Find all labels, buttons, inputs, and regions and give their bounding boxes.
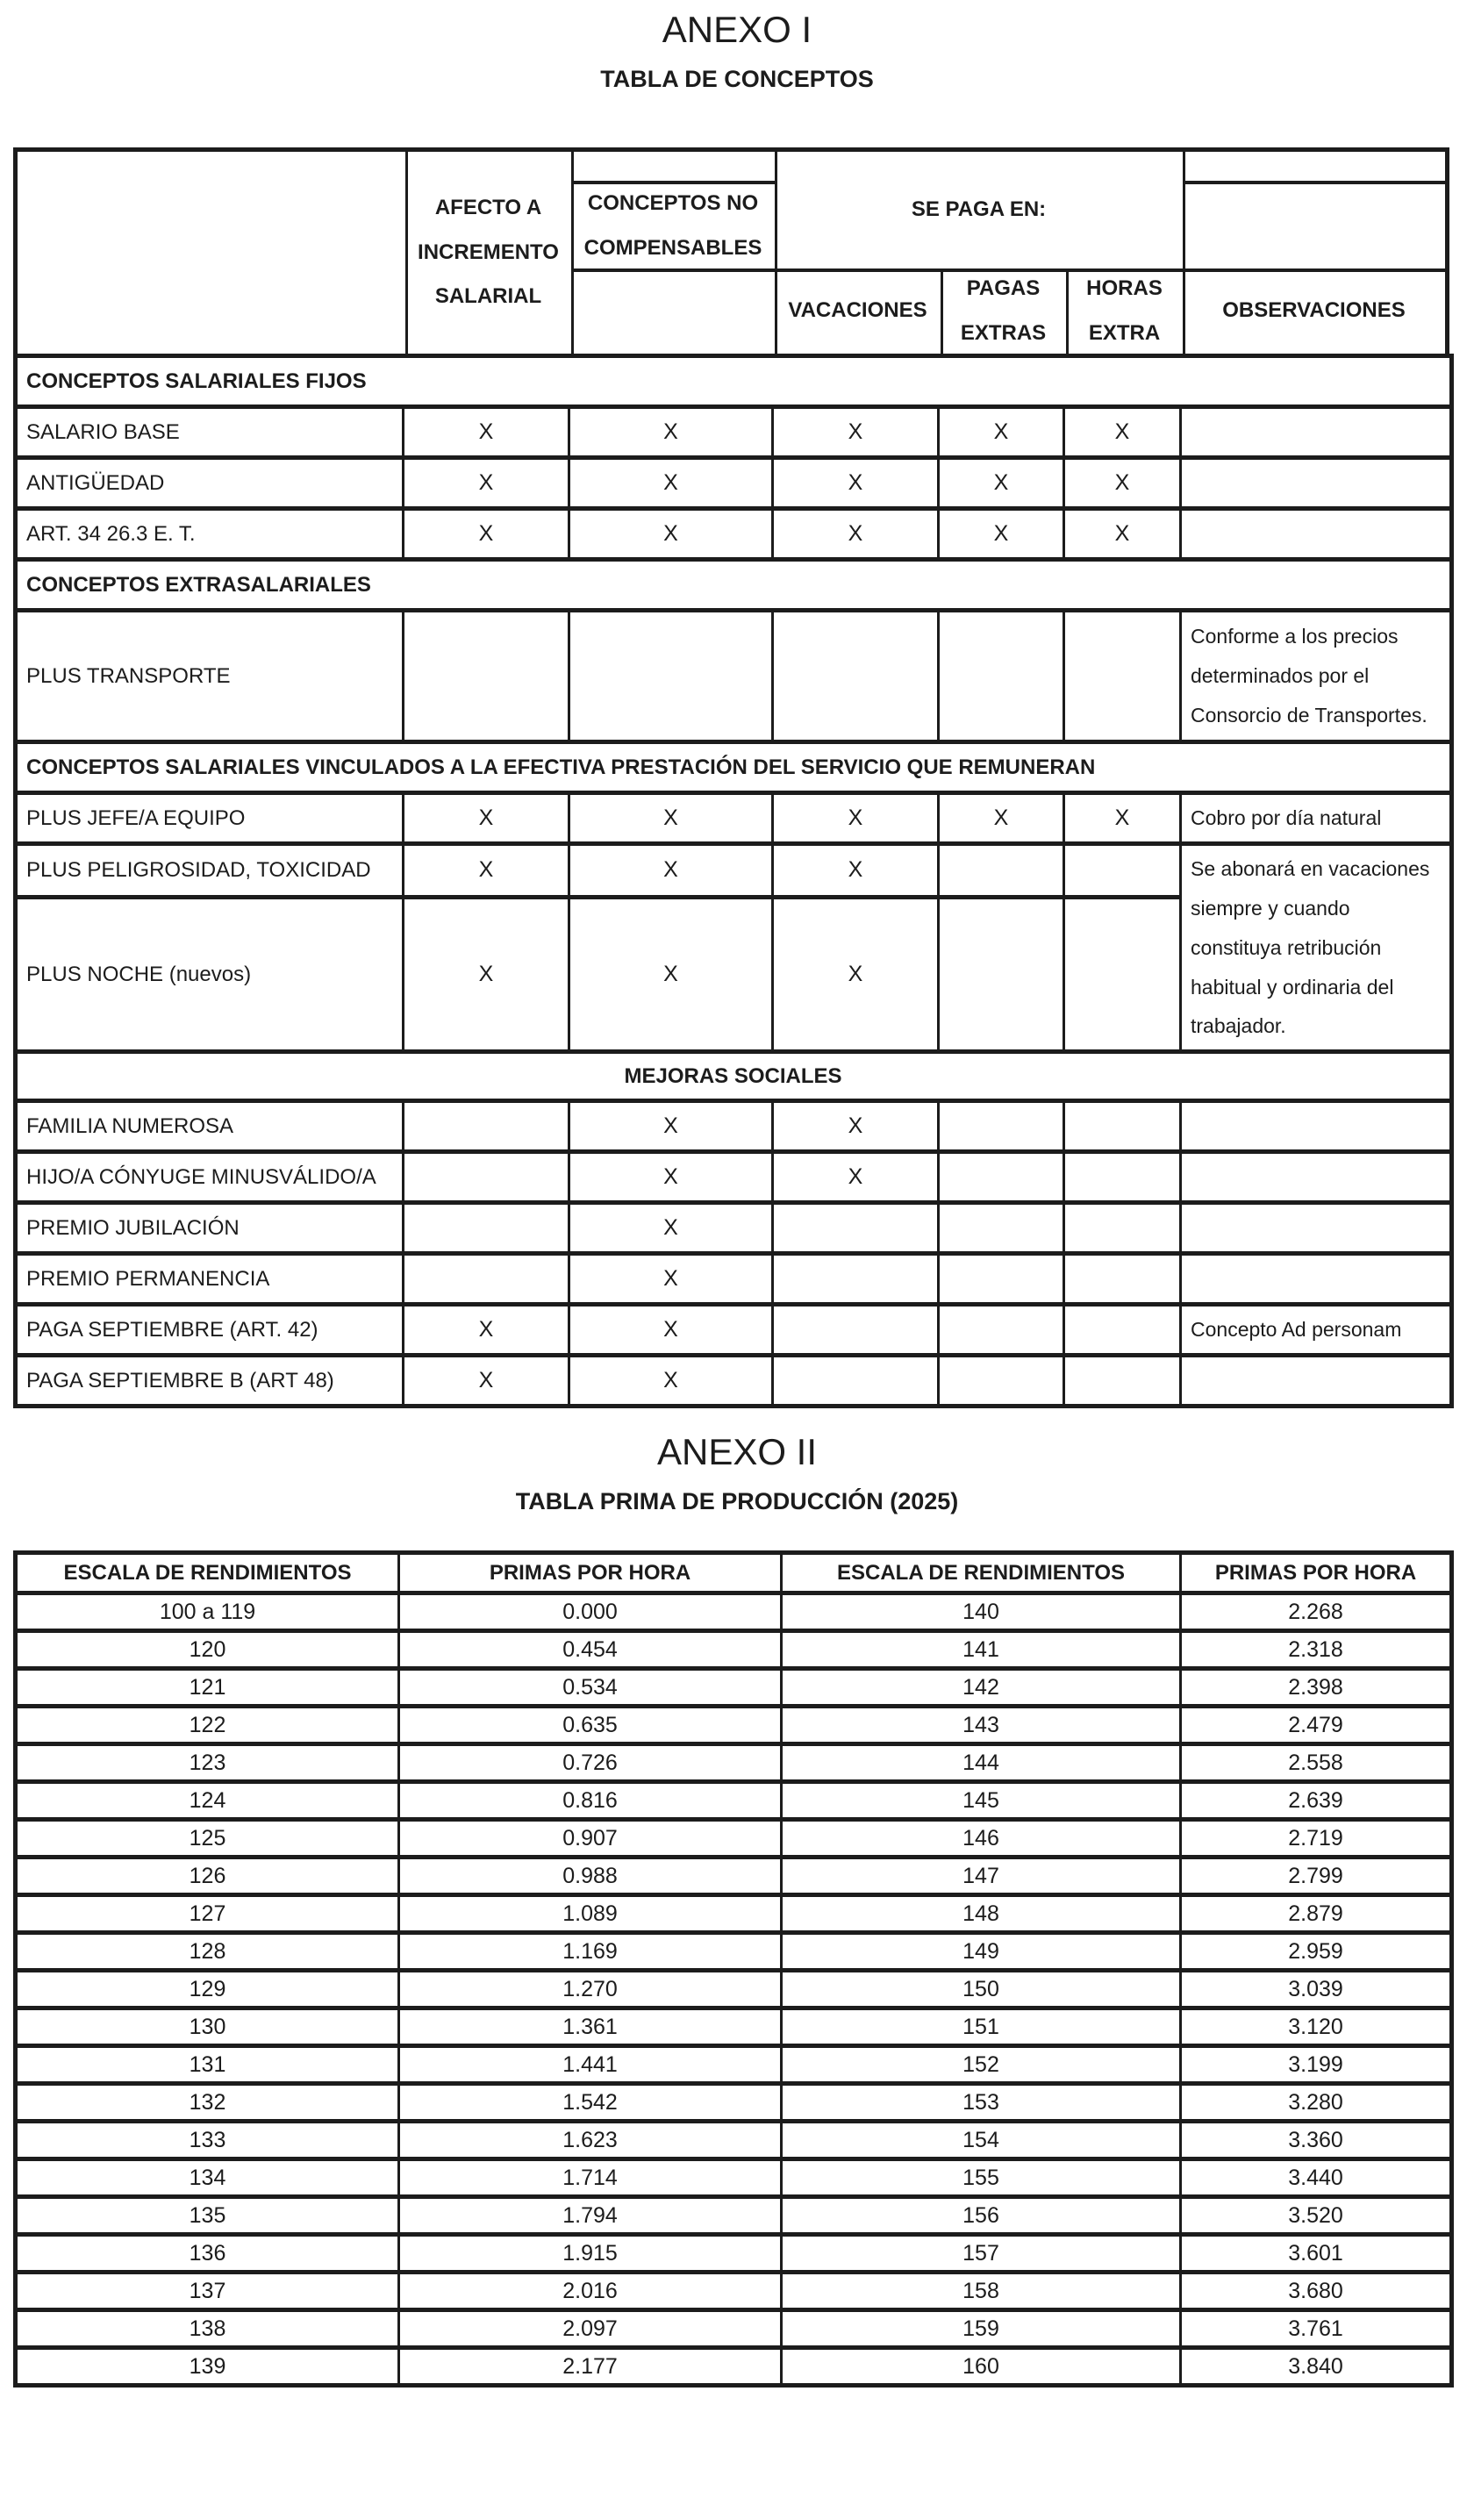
prima-row [16, 2197, 1452, 2235]
mark-pagas-extras: X [939, 509, 1064, 560]
concept-label: PREMIO PERMANENCIA [16, 1254, 404, 1305]
concept-label: PLUS NOCHE (nuevos) [16, 897, 404, 1051]
mark-pagas-extras [939, 1152, 1064, 1203]
section-label: CONCEPTOS SALARIALES FIJOS [16, 356, 1452, 407]
prima-value: 0.534 [399, 1669, 782, 1707]
prima-value: 2.719 [1181, 1820, 1452, 1858]
section-row [16, 1052, 1452, 1101]
observation-cell: Cobro por día natural [1181, 793, 1452, 844]
escala-value: 131 [16, 2046, 399, 2084]
concept-label: PLUS TRANSPORTE [16, 611, 404, 742]
prima-value: 2.639 [1181, 1782, 1452, 1820]
anexo1-subtitle: TABLA DE CONCEPTOS [600, 66, 874, 92]
mark-no-compensables: X [569, 407, 773, 458]
observation-cell [1181, 1203, 1452, 1254]
mark-vacaciones: X [773, 897, 939, 1051]
prima-value: 2.097 [399, 2310, 782, 2348]
escala-value: 141 [782, 1631, 1181, 1669]
section-row [16, 742, 1452, 793]
mark-pagas-extras [939, 1101, 1064, 1152]
escala-value: 150 [782, 1971, 1181, 2008]
mark-no-compensables: X [569, 458, 773, 509]
prima-value: 1.441 [399, 2046, 782, 2084]
mark-afecto-incremento [404, 1152, 569, 1203]
prima-value: 3.840 [1181, 2348, 1452, 2386]
mark-horas-extra [1064, 1305, 1181, 1356]
mark-pagas-extras [939, 1356, 1064, 1407]
escala-value: 130 [16, 2008, 399, 2046]
escala-value: 132 [16, 2084, 399, 2122]
observation-cell [1181, 1254, 1452, 1305]
prima-row [16, 1933, 1452, 1971]
escala-value: 152 [782, 2046, 1181, 2084]
escala-value: 126 [16, 1858, 399, 1895]
escala-value: 135 [16, 2197, 399, 2235]
escala-value: 148 [782, 1895, 1181, 1933]
escala-value: 127 [16, 1895, 399, 1933]
prima-row [16, 2008, 1452, 2046]
observation-cell [1181, 1152, 1452, 1203]
escala-value: 160 [782, 2348, 1181, 2386]
anexo2-title: ANEXO II [656, 1431, 818, 1473]
observation-cell: Se abonará en vacaciones siempre y cuando constituya retribución habitual y ordinaria del trabajador. [1181, 844, 1452, 1052]
mark-vacaciones: X [773, 793, 939, 844]
prima-value: 0.635 [399, 1707, 782, 1744]
prima-value: 0.816 [399, 1782, 782, 1820]
prima-value: 2.398 [1181, 1669, 1452, 1707]
prima-row [16, 1707, 1452, 1744]
prima-value: 2.558 [1181, 1744, 1452, 1782]
prima-row [16, 2159, 1452, 2197]
concept-label: HIJO/A CÓNYUGE MINUSVÁLIDO/A [16, 1152, 404, 1203]
escala-value: 149 [782, 1933, 1181, 1971]
prima-value: 1.915 [399, 2235, 782, 2273]
mark-vacaciones [773, 611, 939, 742]
concept-row [16, 1101, 1452, 1152]
mark-afecto-incremento: X [404, 897, 569, 1051]
escala-value: 125 [16, 1820, 399, 1858]
prima-row [16, 1744, 1452, 1782]
escala-value: 139 [16, 2348, 399, 2386]
concept-label: PAGA SEPTIEMBRE (ART. 42) [16, 1305, 404, 1356]
mark-pagas-extras [939, 1305, 1064, 1356]
prima-value: 1.361 [399, 2008, 782, 2046]
concept-label: ANTIGÜEDAD [16, 458, 404, 509]
escala-value: 122 [16, 1707, 399, 1744]
observation-cell [1181, 1101, 1452, 1152]
mark-horas-extra [1064, 1203, 1181, 1254]
escala-value: 100 a 119 [16, 1593, 399, 1631]
mark-horas-extra: X [1064, 458, 1181, 509]
escala-value: 134 [16, 2159, 399, 2197]
mark-no-compensables: X [569, 1305, 773, 1356]
observation-cell [1181, 1356, 1452, 1407]
escala-value: 157 [782, 2235, 1181, 2273]
escala-value: 136 [16, 2235, 399, 2273]
prima-row [16, 2122, 1452, 2159]
concept-label: FAMILIA NUMEROSA [16, 1101, 404, 1152]
col-header-observaciones: OBSERVACIONES [1222, 298, 1406, 323]
prima-value: 1.794 [399, 2197, 782, 2235]
prima-row [16, 1858, 1452, 1895]
prima-value: 2.879 [1181, 1895, 1452, 1933]
prima-value: 3.360 [1181, 2122, 1452, 2159]
col-header-escala-rendimientos-2: ESCALA DE RENDIMIENTOS [782, 1553, 1181, 1593]
prima-value: 0.454 [399, 1631, 782, 1669]
section-label: CONCEPTOS EXTRASALARIALES [16, 560, 1452, 611]
prima-value: 0.726 [399, 1744, 782, 1782]
mark-no-compensables: X [569, 1254, 773, 1305]
prima-row [16, 2273, 1452, 2310]
concept-row [16, 407, 1452, 458]
mark-vacaciones: X [773, 509, 939, 560]
escala-value: 147 [782, 1858, 1181, 1895]
mark-no-compensables: X [569, 1101, 773, 1152]
escala-value: 140 [782, 1593, 1181, 1631]
mark-vacaciones: X [773, 844, 939, 898]
prima-value: 2.016 [399, 2273, 782, 2310]
col-header-escala-rendimientos-1: ESCALA DE RENDIMIENTOS [16, 1553, 399, 1593]
escala-value: 121 [16, 1669, 399, 1707]
mark-vacaciones: X [773, 407, 939, 458]
mark-afecto-incremento: X [404, 1305, 569, 1356]
mark-no-compensables: X [569, 1356, 773, 1407]
prima-value: 3.601 [1181, 2235, 1452, 2273]
conceptos-table-body [16, 356, 1452, 1407]
mark-horas-extra [1064, 1101, 1181, 1152]
escala-value: 146 [782, 1820, 1181, 1858]
mark-afecto-incremento [404, 611, 569, 742]
col-header-primas-por-hora-1: PRIMAS POR HORA [399, 1553, 782, 1593]
prima-value: 3.440 [1181, 2159, 1452, 2197]
prima-value: 1.623 [399, 2122, 782, 2159]
prima-value: 0.000 [399, 1593, 782, 1631]
concept-row [16, 458, 1452, 509]
escala-value: 137 [16, 2273, 399, 2310]
prima-value: 0.907 [399, 1820, 782, 1858]
mark-pagas-extras: X [939, 458, 1064, 509]
mark-pagas-extras [939, 1254, 1064, 1305]
prima-value: 3.199 [1181, 2046, 1452, 2084]
observation-cell: Concepto Ad personam [1181, 1305, 1452, 1356]
observation-cell [1181, 458, 1452, 509]
concept-row [16, 1203, 1452, 1254]
prima-row [16, 2084, 1452, 2122]
section-row [16, 356, 1452, 407]
concept-row [16, 1356, 1452, 1407]
mark-vacaciones [773, 1356, 939, 1407]
prima-value: 2.177 [399, 2348, 782, 2386]
prima-row [16, 2235, 1452, 2273]
col-header-conceptos-no-compensables: CONCEPTOS NO COMPENSABLES [583, 191, 762, 260]
mark-vacaciones: X [773, 1152, 939, 1203]
prima-row [16, 1895, 1452, 1933]
mark-horas-extra [1064, 1356, 1181, 1407]
escala-value: 156 [782, 2197, 1181, 2235]
mark-pagas-extras [939, 844, 1064, 898]
mark-horas-extra: X [1064, 793, 1181, 844]
section-row [16, 560, 1452, 611]
prima-value: 3.120 [1181, 2008, 1452, 2046]
prima-value: 3.761 [1181, 2310, 1452, 2348]
prima-value: 3.280 [1181, 2084, 1452, 2122]
escala-value: 143 [782, 1707, 1181, 1744]
mark-pagas-extras [939, 1203, 1064, 1254]
mark-pagas-extras [939, 611, 1064, 742]
prima-row [16, 1593, 1452, 1631]
mark-horas-extra: X [1064, 509, 1181, 560]
col-header-afecto-incremento: AFECTO A INCREMENTO SALARIAL [418, 196, 559, 309]
prima-value: 3.039 [1181, 1971, 1452, 2008]
mark-afecto-incremento: X [404, 458, 569, 509]
prima-value: 1.089 [399, 1895, 782, 1933]
prima-value: 0.988 [399, 1858, 782, 1895]
concept-label: PREMIO JUBILACIÓN [16, 1203, 404, 1254]
escala-value: 124 [16, 1782, 399, 1820]
mark-horas-extra [1064, 1152, 1181, 1203]
concept-label: PLUS PELIGROSIDAD, TOXICIDAD [16, 844, 404, 898]
section-label: CONCEPTOS SALARIALES VINCULADOS A LA EFECTIVA PRESTACIÓN DEL SERVICIO QUE REMUNERAN [16, 742, 1452, 793]
prima-value: 2.318 [1181, 1631, 1452, 1669]
escala-value: 155 [782, 2159, 1181, 2197]
mark-no-compensables: X [569, 1203, 773, 1254]
mark-horas-extra: X [1064, 407, 1181, 458]
prima-value: 1.714 [399, 2159, 782, 2197]
prima-value: 1.270 [399, 1971, 782, 2008]
mark-no-compensables: X [569, 509, 773, 560]
prima-value: 2.959 [1181, 1933, 1452, 1971]
prima-row [16, 1782, 1452, 1820]
escala-value: 159 [782, 2310, 1181, 2348]
escala-value: 153 [782, 2084, 1181, 2122]
escala-value: 138 [16, 2310, 399, 2348]
escala-value: 158 [782, 2273, 1181, 2310]
escala-value: 120 [16, 1631, 399, 1669]
concept-row [16, 793, 1452, 844]
col-header-pagas-extras: PAGAS EXTRAS [960, 276, 1047, 345]
mark-horas-extra [1064, 611, 1181, 742]
mark-afecto-incremento: X [404, 844, 569, 898]
observation-cell [1181, 407, 1452, 458]
concept-row [16, 509, 1452, 560]
observation-cell [1181, 509, 1452, 560]
mark-horas-extra [1064, 844, 1181, 898]
mark-no-compensables: X [569, 844, 773, 898]
mark-vacaciones: X [773, 458, 939, 509]
mark-afecto-incremento: X [404, 407, 569, 458]
prima-row [16, 1669, 1452, 1707]
prima-value: 2.268 [1181, 1593, 1452, 1631]
prima-value: 3.520 [1181, 2197, 1452, 2235]
col-header-se-paga-en: SE PAGA EN: [911, 197, 1047, 222]
prima-row [16, 1971, 1452, 2008]
mark-afecto-incremento: X [404, 509, 569, 560]
mark-pagas-extras: X [939, 793, 1064, 844]
mark-no-compensables: X [569, 793, 773, 844]
mark-afecto-incremento [404, 1254, 569, 1305]
concept-row [16, 1254, 1452, 1305]
col-header-horas-extra: HORAS EXTRA [1086, 276, 1163, 345]
prima-value: 2.799 [1181, 1858, 1452, 1895]
mark-horas-extra [1064, 897, 1181, 1051]
escala-value: 145 [782, 1782, 1181, 1820]
tabla-prima-produccion [13, 1550, 1454, 2388]
mark-pagas-extras: X [939, 407, 1064, 458]
mark-afecto-incremento: X [404, 1356, 569, 1407]
mark-no-compensables: X [569, 897, 773, 1051]
observation-cell: Conforme a los precios determinados por el Consorcio de Transportes. [1181, 611, 1452, 742]
mark-pagas-extras [939, 897, 1064, 1051]
prima-row [16, 1631, 1452, 1669]
mark-vacaciones: X [773, 1101, 939, 1152]
concept-row [16, 1152, 1452, 1203]
prima-row [16, 1820, 1452, 1858]
anexo1-title: ANEXO I [662, 9, 812, 50]
concept-label: SALARIO BASE [16, 407, 404, 458]
col-header-primas-por-hora-2: PRIMAS POR HORA [1181, 1553, 1452, 1593]
concept-label: PAGA SEPTIEMBRE B (ART 48) [16, 1356, 404, 1407]
escala-value: 144 [782, 1744, 1181, 1782]
mark-afecto-incremento [404, 1101, 569, 1152]
mark-vacaciones [773, 1203, 939, 1254]
prima-value: 1.542 [399, 2084, 782, 2122]
concept-row [16, 611, 1452, 742]
concept-label: ART. 34 26.3 E. T. [16, 509, 404, 560]
concept-label: PLUS JEFE/A EQUIPO [16, 793, 404, 844]
escala-value: 151 [782, 2008, 1181, 2046]
anexo2-subtitle: TABLA PRIMA DE PRODUCCIÓN (2025) [515, 1488, 959, 1515]
mark-vacaciones [773, 1254, 939, 1305]
conceptos-table-header [13, 147, 1449, 354]
mark-horas-extra [1064, 1254, 1181, 1305]
prima-value: 3.680 [1181, 2273, 1452, 2310]
concept-row [16, 844, 1452, 898]
prima-row [16, 2348, 1452, 2386]
prima-value: 1.169 [399, 1933, 782, 1971]
mark-no-compensables [569, 611, 773, 742]
mark-vacaciones [773, 1305, 939, 1356]
escala-value: 128 [16, 1933, 399, 1971]
mark-afecto-incremento: X [404, 793, 569, 844]
mark-no-compensables: X [569, 1152, 773, 1203]
escala-value: 123 [16, 1744, 399, 1782]
section-label: MEJORAS SOCIALES [16, 1052, 1452, 1101]
escala-value: 133 [16, 2122, 399, 2159]
header-rule [1183, 181, 1445, 184]
prima-row [16, 2310, 1452, 2348]
prima-value: 2.479 [1181, 1707, 1452, 1744]
col-header-vacaciones: VACACIONES [788, 298, 927, 323]
prima-row [16, 2046, 1452, 2084]
mark-afecto-incremento [404, 1203, 569, 1254]
concept-row [16, 1305, 1452, 1356]
escala-value: 154 [782, 2122, 1181, 2159]
tabla-de-conceptos [13, 354, 1454, 1408]
escala-value: 129 [16, 1971, 399, 2008]
prima-header-row [16, 1553, 1452, 1593]
escala-value: 142 [782, 1669, 1181, 1707]
prima-table-body [16, 1593, 1452, 2386]
